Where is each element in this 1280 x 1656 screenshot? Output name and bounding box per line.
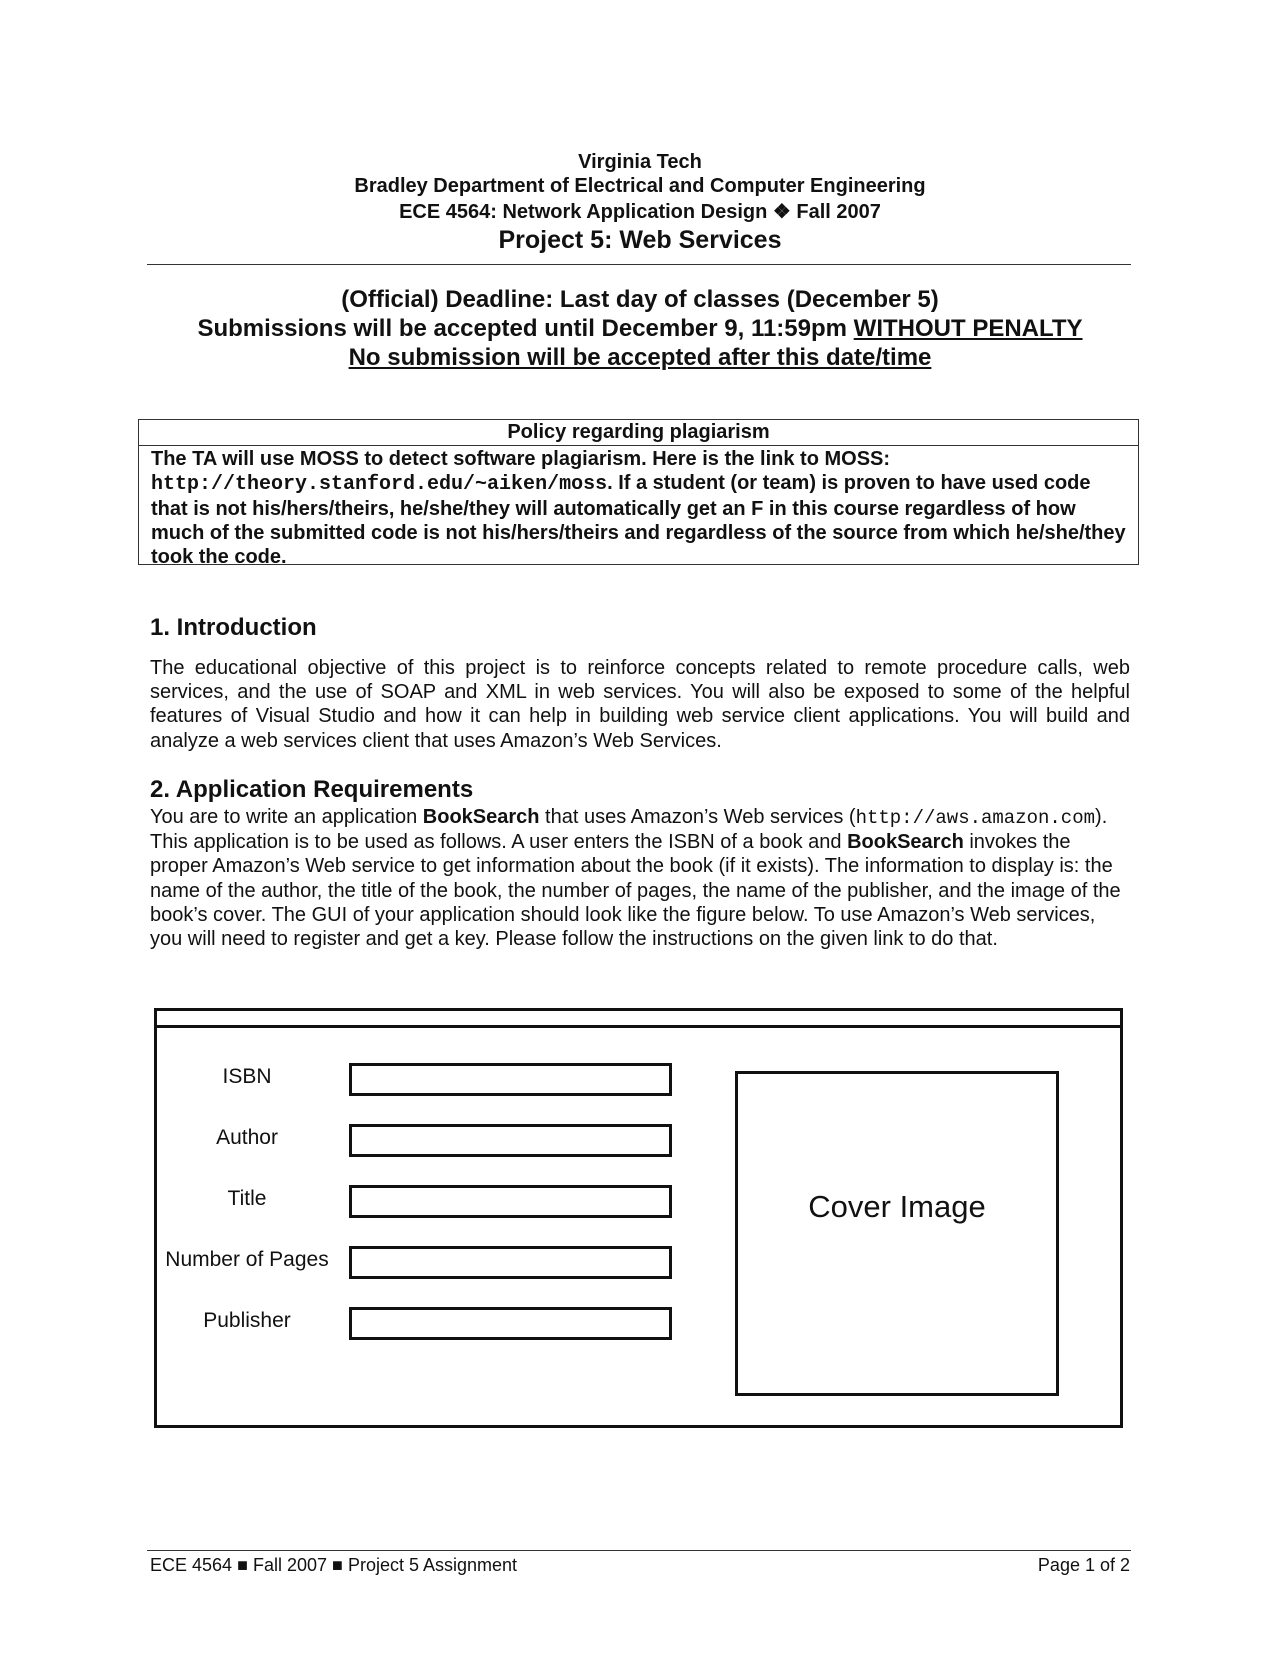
gui-mockup-window bbox=[154, 1008, 1123, 1428]
publisher-input[interactable] bbox=[349, 1307, 672, 1340]
header-divider bbox=[147, 264, 1131, 265]
gui-title-bar bbox=[157, 1025, 1120, 1028]
policy-text-rule: . If a student (or team) is proven to have used code that is not his/hers/theirs, he/she/they will automatically get an F in this course regardless of how much of the submitted code is not his/hers/theirs and regardless of the source from which he/she/they took the code. bbox=[151, 472, 1126, 568]
title-input[interactable] bbox=[349, 1185, 672, 1218]
author-input[interactable] bbox=[349, 1124, 672, 1157]
deadline-extended bbox=[0, 315, 1280, 343]
isbn-input[interactable] bbox=[349, 1063, 672, 1096]
institution-name: Virginia Tech bbox=[578, 151, 702, 173]
req-text-2: that uses Amazon’s Web services ( bbox=[539, 806, 856, 828]
requirements-paragraph bbox=[150, 805, 1130, 951]
isbn-label: ISBN bbox=[222, 1065, 272, 1088]
pages-input[interactable] bbox=[349, 1246, 672, 1279]
title-label: Title bbox=[227, 1187, 267, 1210]
policy-text-intro: The TA will use MOSS to detect software plagiarism. Here is the link to MOSS: bbox=[151, 448, 891, 470]
course-name: ECE 4564: Network Application Design bbox=[399, 201, 768, 223]
requirements-heading: 2. Application Requirements bbox=[150, 776, 474, 803]
req-text-4: invokes the proper Amazon’s Web service to get information about the book (if it exists). The information to display is: the name of the author, the title of the book, the number of pages, the name of the publisher, and the image of the book’s cover. The GUI of your application should look like the figure below. To use Amazon’s Web services, you will need to register and get a key. Please follow the instructions on the given link to do that. bbox=[150, 831, 1121, 951]
author-label: Author bbox=[216, 1126, 278, 1149]
pages-label: Number of Pages bbox=[165, 1248, 329, 1271]
publisher-label: Publisher bbox=[203, 1309, 291, 1332]
footer-term: Fall 2007 bbox=[252, 1555, 328, 1575]
booksearch-name: BookSearch bbox=[422, 806, 540, 828]
cover-image-label: Cover Image bbox=[808, 1189, 986, 1224]
deadline-official: (Official) Deadline: Last day of classes (December 5) bbox=[341, 286, 939, 313]
department-name: Bradley Department of Electrical and Computer Engineering bbox=[354, 175, 926, 197]
diamond-separator-icon: ❖ bbox=[772, 201, 791, 223]
introduction-heading: 1. Introduction bbox=[150, 614, 317, 641]
project-title: Project 5: Web Services bbox=[498, 226, 782, 254]
req-text-3: ). This application is to be used as follows. A user enters the ISBN of a book and bbox=[150, 806, 1108, 854]
footer-course: ECE 4564 bbox=[150, 1555, 233, 1575]
cover-image-box bbox=[735, 1071, 1059, 1396]
moss-link[interactable]: http://theory.stanford.edu/~aiken/moss bbox=[151, 473, 608, 496]
booksearch-name-2: BookSearch bbox=[847, 831, 964, 854]
footer-divider bbox=[147, 1550, 1131, 1551]
course-term: Fall 2007 bbox=[796, 201, 881, 223]
deadline-extended-text: Submissions will be accepted until December 9, 11:59pm bbox=[197, 315, 854, 342]
plagiarism-policy-box bbox=[138, 419, 1139, 568]
aws-link[interactable]: http://aws.amazon.com bbox=[855, 807, 1096, 829]
square-bullet-icon: ■ bbox=[237, 1555, 248, 1575]
page-number: Page 1 of 2 bbox=[1037, 1555, 1130, 1575]
deadline-final-notice: No submission will be accepted after this date/time bbox=[348, 344, 932, 371]
introduction-paragraph: The educational objective of this project is to reinforce concepts related to remote procedure calls, web services, and the use of SOAP and XML in web services. You will also be exposed to some of the helpful features of Visual Studio and how it can help in building web service client applications. You will build and analyze a web services client that uses Amazon’s Web Services. bbox=[150, 657, 1130, 752]
policy-title: Policy regarding plagiarism bbox=[139, 420, 1138, 446]
policy-body bbox=[139, 446, 1138, 569]
square-bullet-icon: ■ bbox=[332, 1555, 343, 1575]
req-text-1: You are to write an application bbox=[150, 806, 423, 828]
footer-doc: Project 5 Assignment bbox=[347, 1555, 518, 1575]
page-footer bbox=[150, 1555, 1130, 1576]
without-penalty: WITHOUT PENALTY bbox=[853, 315, 1083, 342]
course-line bbox=[0, 199, 1280, 224]
